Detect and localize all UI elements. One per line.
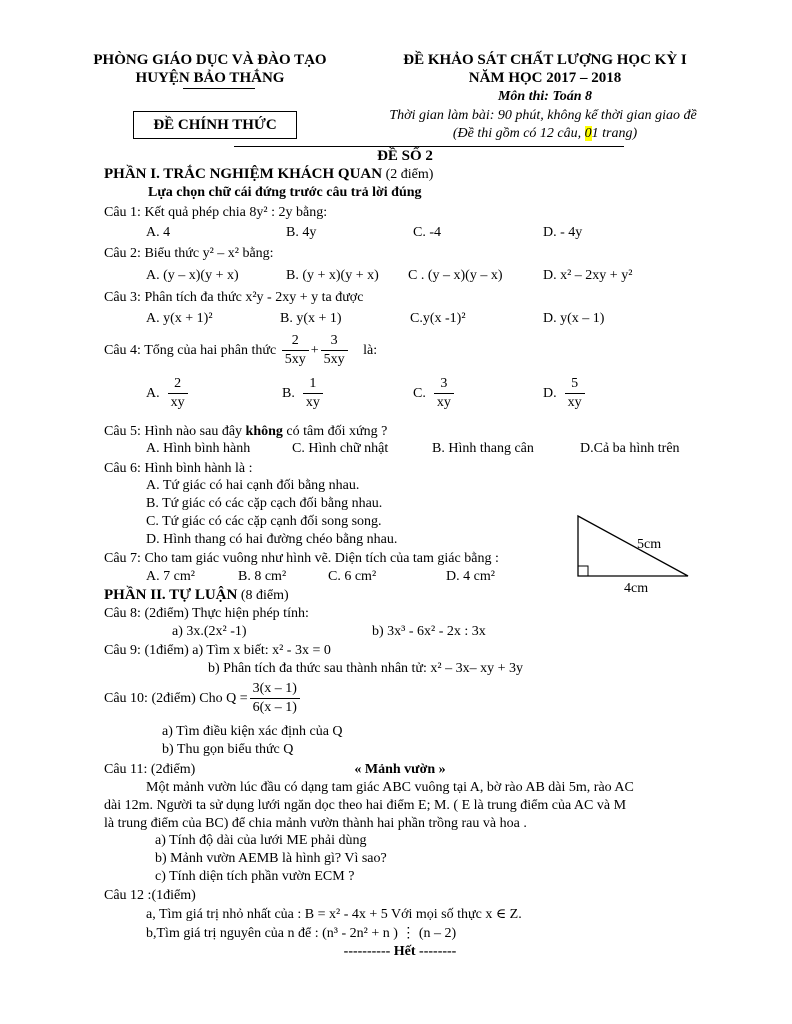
- q7-option-a: A. 7 cm²: [146, 569, 195, 584]
- q8-stem: Câu 8: (2điểm) Thực hiện phép tính:: [104, 606, 309, 621]
- district-underline: [183, 88, 255, 89]
- exam-title: ĐỀ KHẢO SÁT CHẤT LƯỢNG HỌC KỲ I: [403, 52, 687, 68]
- q11-title: « Mảnh vườn »: [354, 762, 446, 777]
- q11-paragraph-line1: Một mảnh vườn lúc đầu có dạng tam giác ABC vuông tại A, bờ rào AB dài 5m, rào AC: [146, 780, 634, 795]
- q11-part-b: b) Mảnh vườn AEMB là hình gì? Vì sao?: [155, 851, 387, 866]
- q4-option-c: C. $\frac{3}{xy}$: [413, 375, 456, 413]
- q11-paragraph-line2: dài 12m. Người ta sử dụng lưới ngăn dọc theo hai điểm E; M. ( E là trung điểm của AC và M: [104, 798, 627, 813]
- q3-stem: Câu 3: Phân tích đa thức x²y - 2xy + y ta được: [104, 290, 364, 305]
- q8-part-b: b) 3x³ - 6x² - 2x : 3x: [372, 624, 486, 639]
- q11-stem: Câu 11: (2điểm): [104, 762, 196, 777]
- end-marker: ---------- Hết --------: [343, 944, 457, 959]
- department-name: PHÒNG GIÁO DỤC VÀ ĐÀO TẠO: [93, 52, 327, 68]
- q7-stem: Câu 7: Cho tam giác vuông như hình vẽ. Diện tích của tam giác bằng :: [104, 551, 499, 566]
- highlighted-digit: 0: [584, 126, 592, 141]
- q3-option-a: A. y(x + 1)²: [146, 311, 213, 326]
- part1-instruction: Lựa chọn chữ cái đứng trước câu trả lời đúng: [148, 185, 422, 200]
- q1-option-d: D. - 4y: [543, 225, 583, 240]
- official-exam-box: ĐỀ CHÍNH THỨC: [133, 111, 297, 139]
- district-name: HUYỆN BẢO THẮNG: [135, 70, 285, 86]
- q9-stem: Câu 9: (1điểm) a) Tìm x biết: x² - 3x = 0: [104, 643, 331, 658]
- q2-option-a: A. (y – x)(y + x): [146, 268, 239, 283]
- part2-heading: PHẦN II. TỰ LUẬN (8 điểm): [104, 587, 289, 603]
- triangle-base-label: 4cm: [624, 581, 649, 596]
- q11-part-a: a) Tính độ dài của lưới ME phải dùng: [155, 833, 367, 848]
- q10-part-a: a) Tìm điều kiện xác định của Q: [162, 724, 343, 739]
- exam-number: ĐỀ SỐ 2: [377, 148, 433, 164]
- q1-stem: Câu 1: Kết quả phép chia 8y² : 2y bằng:: [104, 205, 328, 220]
- q1-option-c: C. -4: [413, 225, 441, 240]
- q5-option-a: A. Hình bình hành: [146, 441, 251, 456]
- header-divider: [234, 146, 624, 147]
- q7-option-b: B. 8 cm²: [238, 569, 287, 584]
- school-year: NĂM HỌC 2017 – 2018: [468, 70, 622, 86]
- q7-option-d: D. 4 cm²: [446, 569, 495, 584]
- q10-fraction: $\frac{3(x - 1)}{6(x - 1)}$: [250, 680, 300, 717]
- q7-option-c: C. 6 cm²: [328, 569, 377, 584]
- part1-heading: PHẦN I. TRẮC NGHIỆM KHÁCH QUAN (2 điểm): [104, 166, 434, 182]
- q4-option-b: B. $\frac{1}{xy}$: [282, 375, 325, 413]
- q2-option-b: B. (y + x)(y + x): [286, 268, 379, 283]
- q2-option-d: D. x² – 2xy + y²: [543, 268, 633, 283]
- q4-option-d: D. $\frac{5}{xy}$: [543, 375, 587, 413]
- q2-option-c: C . (y – x)(y – x): [408, 268, 503, 283]
- q12-stem: Câu 12 :(1điểm): [104, 888, 196, 903]
- q12-part-b: b,Tìm giá trị nguyên của n để : (n³ - 2n² + n ) ⋮ (n – 2): [146, 926, 457, 941]
- q10-part-b: b) Thu gọn biểu thức Q: [162, 742, 294, 757]
- q6-option-a: A. Tứ giác có hai cạnh đối bằng nhau.: [146, 478, 360, 493]
- exam-subject: Môn thi: Toán 8: [497, 89, 592, 104]
- q6-option-b: B. Tứ giác có các cặp cạch đối bằng nhau.: [146, 496, 383, 511]
- q4-fraction-2: $\frac{3}{5xy}$: [321, 332, 348, 369]
- q4-stem: Câu 4: Tổng của hai phân thức $\frac{2}{5xy}$ + $\frac{3}{5xy}$ là:: [104, 333, 378, 368]
- q1-option-b: B. 4y: [286, 225, 317, 240]
- q3-option-c: C.y(x -1)²: [410, 311, 466, 326]
- q4-option-a: A. $\frac{2}{xy}$: [146, 375, 190, 413]
- q8-part-a: a) 3x.(2x² -1): [172, 624, 247, 639]
- q6-option-c: C. Tứ giác có các cặp cạnh đối song song.: [146, 514, 382, 529]
- q11-paragraph-line3: là trung điểm của BC) để chia mảnh vườn thành hai phần trồng rau và hoa .: [104, 816, 527, 831]
- q6-stem: Câu 6: Hình bình hành là :: [104, 461, 253, 476]
- q3-option-b: B. y(x + 1): [280, 311, 342, 326]
- q5-stem: Câu 5: Hình nào sau đây không có tâm đối xứng ?: [104, 424, 388, 439]
- q4-fraction-1: $\frac{2}{5xy}$: [282, 332, 309, 369]
- q3-option-d: D. y(x – 1): [543, 311, 605, 326]
- q11-part-c: c) Tính diện tích phần vườn ECM ?: [155, 869, 355, 884]
- exam-pages: (Đề thi gồm có 12 câu, 01 trang): [452, 126, 638, 141]
- q5-option-c: C. Hình chữ nhật: [292, 441, 389, 456]
- q5-option-b: B. Hình thang cân: [432, 441, 534, 456]
- q1-option-a: A. 4: [146, 225, 171, 240]
- q6-option-d: D. Hình thang có hai đường chéo bằng nhau.: [146, 532, 398, 547]
- q12-part-a: a, Tìm giá trị nhỏ nhất của : B = x² - 4x + 5 Với mọi số thực x ∈ Z.: [146, 907, 522, 922]
- triangle-hypotenuse-label: 5cm: [637, 537, 662, 552]
- q2-stem: Câu 2: Biểu thức y² – x² bằng:: [104, 246, 274, 261]
- q9-part-b: b) Phân tích đa thức sau thành nhân tử: x² – 3x– xy + 3y: [208, 661, 523, 676]
- exam-time: Thời gian làm bài: 90 phút, không kể thời gian giao đề: [389, 108, 697, 123]
- q5-option-d: D.Cả ba hình trên: [580, 441, 680, 456]
- q10-stem: Câu 10: (2điểm) Cho Q = $\frac{3(x - 1)}{6(x - 1)}$: [104, 680, 302, 718]
